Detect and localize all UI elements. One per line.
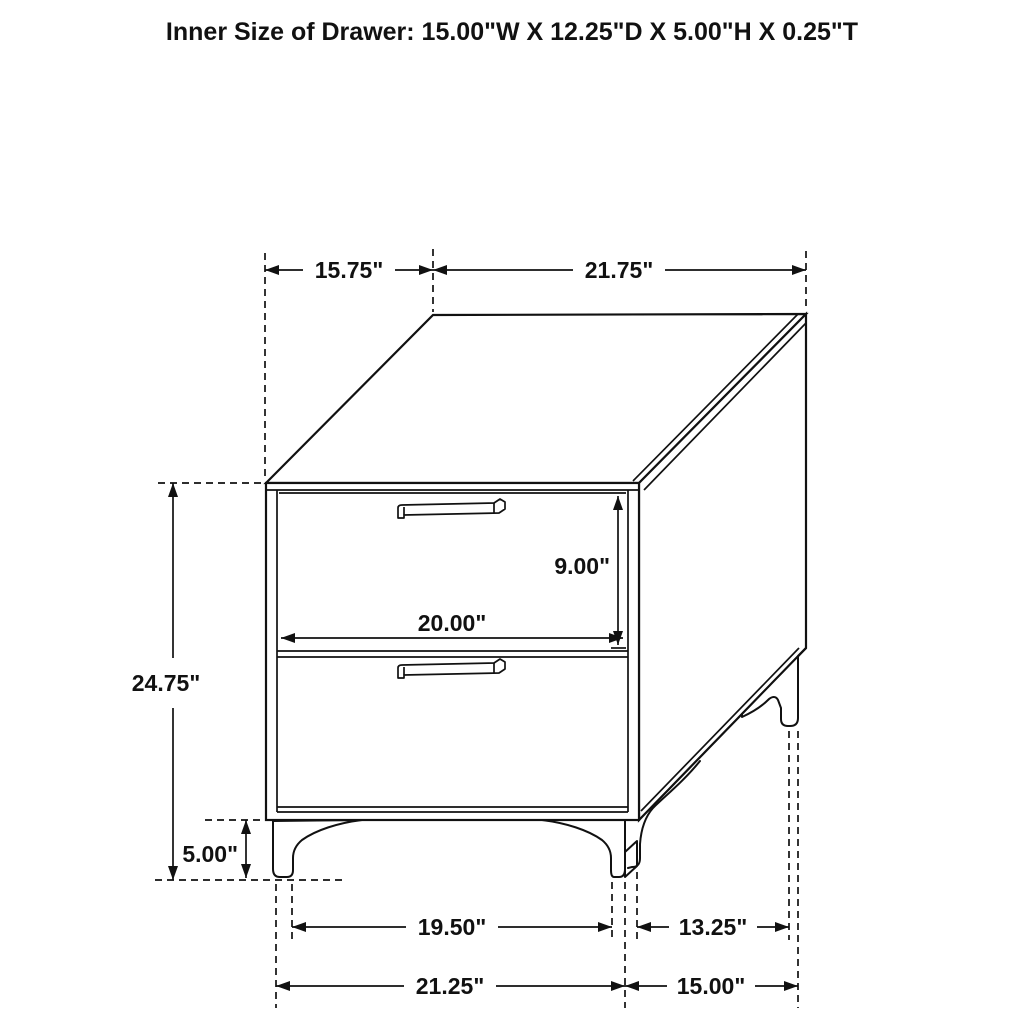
nightstand <box>266 314 806 877</box>
dim-label-overall-height: 24.75" <box>131 670 201 696</box>
dim-label-front-leg-outer: 21.25" <box>415 973 485 999</box>
dim-label-top-width: 21.75" <box>584 257 654 283</box>
dim-label-leg-height: 5.00" <box>182 841 238 867</box>
front-left-leg <box>273 820 362 877</box>
dim-side-leg-inner <box>637 914 789 940</box>
dim-overall-height <box>132 483 200 880</box>
dim-label-side-leg-inner: 13.25" <box>678 914 748 940</box>
dim-label-side-leg-outer: 15.00" <box>676 973 746 999</box>
dim-top-width <box>433 257 806 283</box>
dim-top-depth <box>265 257 433 283</box>
drawing-title: Inner Size of Drawer: 15.00"W X 12.25"D X 5.00"H X 0.25"T <box>165 18 859 46</box>
dim-front-leg-inner <box>292 914 612 940</box>
dim-label-front-leg-inner: 19.50" <box>417 914 487 940</box>
dim-leg-height <box>182 820 251 878</box>
dim-label-drawer-height: 9.00" <box>554 553 610 579</box>
dim-label-top-depth: 15.75" <box>314 257 384 283</box>
front-right-leg-foot-side <box>625 841 637 877</box>
dim-side-leg-outer <box>625 973 798 999</box>
dim-front-leg-outer <box>276 973 625 999</box>
front-face <box>266 483 639 820</box>
dim-label-drawer-width: 20.00" <box>417 610 487 636</box>
